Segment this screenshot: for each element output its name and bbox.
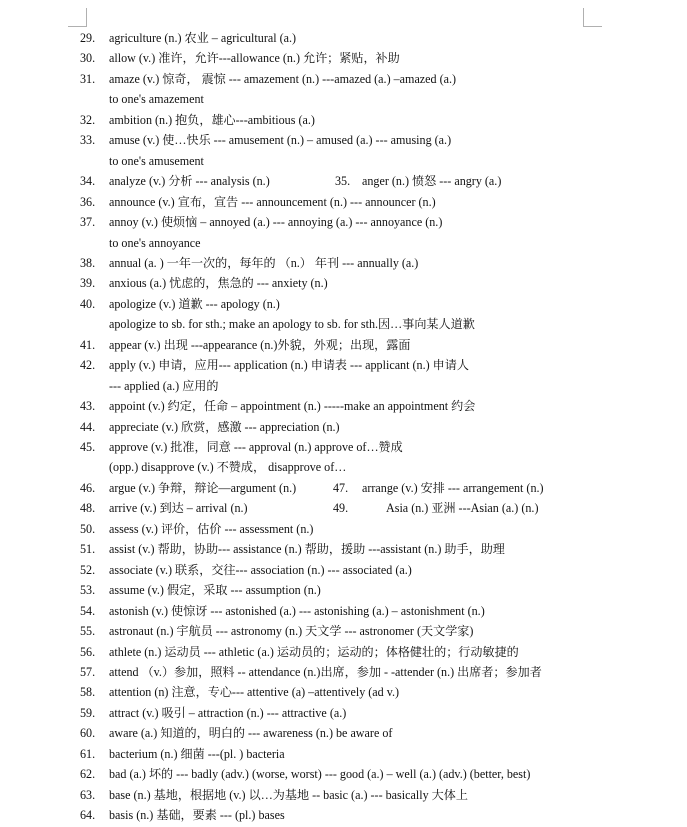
- entry-number: 61.: [80, 746, 96, 761]
- list-item: [0, 682, 687, 702]
- margin-corner-mark-left: [68, 8, 87, 27]
- entry-number: 58.: [80, 685, 96, 700]
- list-item: [0, 519, 687, 539]
- entry-text: to one's amazement: [109, 92, 204, 107]
- entry-number: 49.: [333, 501, 349, 516]
- list-item: [0, 233, 687, 253]
- entry-text: attend （v.）参加，照料 -- attendance (n.)出席，参加 - -attender (n.) 出席者；参加者: [109, 664, 542, 679]
- entry-text: Asia (n.) 亚洲 ---Asian (a.) (n.): [386, 501, 539, 516]
- list-item: [0, 273, 687, 293]
- entry-text: agriculture (n.) 农业 – agricultural (a.): [109, 31, 297, 45]
- entry-number: 41.: [80, 337, 96, 352]
- entry-number: 46.: [80, 480, 96, 495]
- entry-number: 64.: [80, 808, 96, 823]
- list-item: [0, 253, 687, 273]
- entry-number: 59.: [80, 705, 96, 720]
- list-item: [0, 69, 687, 89]
- list-item: [0, 457, 687, 477]
- list-item: [0, 151, 687, 171]
- margin-corner-mark-right: [583, 8, 602, 27]
- list-item: [0, 314, 687, 334]
- entry-text: allow (v.) 准许，允许---allowance (n.) 允许；紧贴，补助: [109, 51, 400, 66]
- list-item: [0, 89, 687, 109]
- entry-text: assist (v.) 帮助，协助--- assistance (n.) 帮助，援助 ---assistant (n.) 助手，助理: [109, 542, 505, 557]
- entry-number: 53.: [80, 583, 96, 598]
- entry-text: astronaut (n.) 宇航员 --- astronomy (n.) 天文学 --- astronomer (天文学家): [109, 624, 474, 639]
- list-item: [0, 785, 687, 805]
- entry-text: amuse (v.) 使…快乐 --- amusement (n.) – amused (a.) --- amusing (a.): [109, 133, 452, 148]
- list-item: [0, 539, 687, 559]
- entry-text: assess (v.) 评价，估价 --- assessment (n.): [109, 521, 314, 536]
- entry-text: arrive (v.) 到达 – arrival (n.): [109, 501, 248, 516]
- entry-text: arrange (v.) 安排 --- arrangement (n.): [362, 480, 544, 495]
- entry-text: athlete (n.) 运动员 --- athletic (a.) 运动员的；运动的；体格健壮的；行动敏捷的: [109, 644, 519, 659]
- entry-text: annual (a. ) 一年一次的，每年的 （n.） 年刊 --- annually (a.): [109, 255, 419, 270]
- entry-number: 32.: [80, 112, 96, 127]
- entry-text: ambition (n.) 抱负，雄心---ambitious (a.): [109, 112, 315, 127]
- entry-number: 29.: [80, 31, 96, 45]
- entry-number: 60.: [80, 726, 96, 741]
- list-item: [0, 703, 687, 723]
- entry-text: apologize to sb. for sth.; make an apology to sb. for sth.因…事向某人道歉: [109, 317, 475, 332]
- entry-text: basis (n.) 基础，要素 --- (pl.) bases: [109, 808, 285, 823]
- entry-text: bad (a.) 坏的 --- badly (adv.) (worse, worst) --- good (a.) – well (a.) (adv.) (better, best): [109, 767, 531, 782]
- entry-number: 50.: [80, 521, 96, 536]
- entry-number: 51.: [80, 542, 96, 557]
- list-item: [0, 171, 687, 191]
- entry-text: assume (v.) 假定，采取 --- assumption (n.): [109, 583, 321, 598]
- list-item: [0, 396, 687, 416]
- entry-text: appear (v.) 出现 ---appearance (n.)外貌，外观；出现，露面: [109, 337, 411, 352]
- entry-text: analyze (v.) 分析 --- analysis (n.): [109, 174, 270, 189]
- list-item: [0, 580, 687, 600]
- entry-text: to one's annoyance: [109, 235, 201, 250]
- entry-number: 56.: [80, 644, 96, 659]
- entry-number: 57.: [80, 664, 96, 679]
- entry-text: annoy (v.) 使烦恼 – annoyed (a.) --- annoying (a.) --- annoyance (n.): [109, 215, 443, 230]
- entry-text: attract (v.) 吸引 – attraction (n.) --- attractive (a.): [109, 705, 347, 720]
- list-item: [0, 130, 687, 150]
- entry-text: associate (v.) 联系，交往--- association (n.) --- associated (a.): [109, 562, 412, 577]
- entry-number: 55.: [80, 624, 96, 639]
- entry-number: 54.: [80, 603, 96, 618]
- entry-text: to one's amusement: [109, 153, 204, 168]
- list-item: [0, 498, 687, 518]
- list-item: [0, 621, 687, 641]
- entry-text: (opp.) disapprove (v.) 不赞成， disapprove of…: [109, 460, 347, 475]
- entry-number: 62.: [80, 767, 96, 782]
- entry-number: 52.: [80, 562, 96, 577]
- entry-number: 36.: [80, 194, 96, 209]
- entry-text: argue (v.) 争辩，辩论—argument (n.): [109, 480, 297, 495]
- entry-text: astonish (v.) 使惊讶 --- astonished (a.) --- astonishing (a.) – astonishment (n.): [109, 603, 485, 618]
- entry-number: 30.: [80, 51, 96, 66]
- entry-number: 43.: [80, 399, 96, 414]
- list-item: [0, 744, 687, 764]
- list-item: [0, 48, 687, 68]
- entry-text: anxious (a.) 忧虑的，焦急的 --- anxiety (n.): [109, 276, 328, 291]
- list-item: [0, 28, 687, 48]
- list-item: [0, 662, 687, 682]
- list-item: [0, 417, 687, 437]
- list-item: [0, 478, 687, 498]
- entry-number: 33.: [80, 133, 96, 148]
- entry-text: attention (n) 注意，专心--- attentive (a) –attentively (ad v.): [109, 685, 400, 700]
- entry-text: appreciate (v.) 欣赏，感激 --- appreciation (n.): [109, 419, 340, 434]
- entry-number: 38.: [80, 255, 96, 270]
- list-item: [0, 376, 687, 396]
- entry-number: 47.: [333, 480, 349, 495]
- list-item: [0, 642, 687, 662]
- list-item: [0, 560, 687, 580]
- list-item: [0, 335, 687, 355]
- list-item: [0, 294, 687, 314]
- entry-number: 35.: [335, 174, 351, 189]
- entry-text: amaze (v.) 惊奇， 震惊 --- amazement (n.) ---amazed (a.) –amazed (a.): [109, 71, 457, 86]
- entry-text: approve (v.) 批准，同意 --- approval (n.) approve of…赞成: [109, 440, 403, 454]
- entry-text: apply (v.) 申请，应用--- application (n.) 申请表 --- applicant (n.) 申请人: [109, 358, 469, 373]
- entry-text: --- applied (a.) 应用的: [109, 378, 219, 393]
- list-item: [0, 764, 687, 784]
- entry-number: 39.: [80, 276, 96, 291]
- entry-number: 48.: [80, 501, 96, 516]
- entry-number: 37.: [80, 215, 96, 230]
- entry-number: 31.: [80, 71, 96, 86]
- entry-number: 45.: [80, 440, 96, 454]
- list-item: [0, 601, 687, 621]
- entry-number: 42.: [80, 358, 96, 373]
- entry-number: 44.: [80, 419, 96, 434]
- list-item: [0, 212, 687, 232]
- entry-number: 40.: [80, 296, 96, 311]
- entry-text: announce (v.) 宣布，宣告 --- announcement (n.) --- announcer (n.): [109, 194, 436, 209]
- list-item: [0, 805, 687, 825]
- entry-text: anger (n.) 愤怒 --- angry (a.): [362, 174, 502, 189]
- entry-number: 63.: [80, 787, 96, 802]
- entry-text: apologize (v.) 道歉 --- apology (n.): [109, 296, 280, 311]
- list-item: [0, 110, 687, 130]
- list-item: [0, 723, 687, 743]
- entry-text: base (n.) 基地，根据地 (v.) 以…为基地 -- basic (a.) --- basically 大体上: [109, 787, 468, 802]
- list-item: [0, 437, 687, 457]
- list-item: [0, 355, 687, 375]
- entry-text: appoint (v.) 约定，任命 – appointment (n.) -----make an appointment 约会: [109, 399, 476, 414]
- entry-text: bacterium (n.) 细菌 ---(pl. ) bacteria: [109, 746, 285, 761]
- entry-number: 34.: [80, 174, 96, 189]
- list-item: [0, 192, 687, 212]
- entry-text: aware (a.) 知道的，明白的 --- awareness (n.) be aware of: [109, 726, 393, 741]
